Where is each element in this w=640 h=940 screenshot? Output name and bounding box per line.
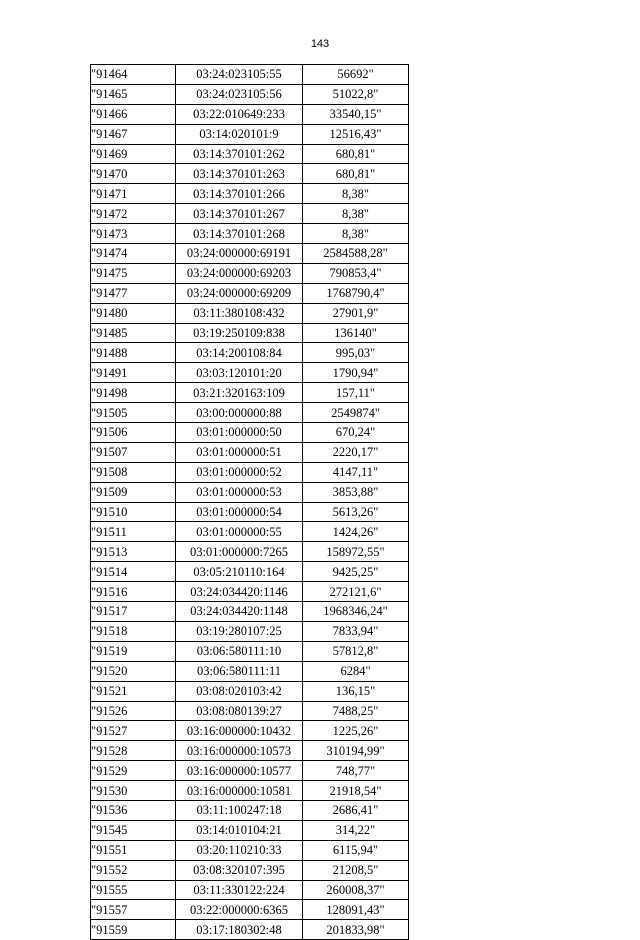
row-id-cell: "91477 xyxy=(91,283,176,303)
table-row xyxy=(91,442,409,462)
row-id-cell: "91516 xyxy=(91,582,176,602)
row-id-cell: "91513 xyxy=(91,542,176,562)
value-cell: 157,11" xyxy=(303,383,409,403)
cadastral-number-cell: 03:11:330122:224 xyxy=(176,880,303,900)
cadastral-number-cell: 03:14:370101:263 xyxy=(176,164,303,184)
cadastral-number-cell: 03:16:000000:10581 xyxy=(176,781,303,801)
value-cell: 272121,6" xyxy=(303,582,409,602)
value-cell: 310194,99" xyxy=(303,741,409,761)
page-number: 143 xyxy=(310,38,330,50)
value-cell: 57812,8" xyxy=(303,641,409,661)
cadastral-number-cell: 03:24:034420:1148 xyxy=(176,602,303,622)
row-id-cell: "91514 xyxy=(91,562,176,582)
table-row xyxy=(91,880,409,900)
cadastral-number-cell: 03:24:034420:1146 xyxy=(176,582,303,602)
value-cell: 2686,41" xyxy=(303,800,409,820)
value-cell: 5613,26" xyxy=(303,502,409,522)
value-cell: 51022,8" xyxy=(303,84,409,104)
table-row xyxy=(91,244,409,264)
value-cell: 1790,94" xyxy=(303,363,409,383)
value-cell: 2220,17" xyxy=(303,442,409,462)
table-row xyxy=(91,800,409,820)
cadastral-number-cell: 03:14:370101:266 xyxy=(176,184,303,204)
table-row xyxy=(91,164,409,184)
row-id-cell: "91464 xyxy=(91,65,176,85)
value-cell: 21208,5" xyxy=(303,860,409,880)
table-row xyxy=(91,403,409,423)
registry-table-body xyxy=(91,65,409,940)
cadastral-number-cell: 03:01:000000:7265 xyxy=(176,542,303,562)
value-cell: 6115,94" xyxy=(303,840,409,860)
row-id-cell: "91473 xyxy=(91,224,176,244)
table-row xyxy=(91,144,409,164)
table-row xyxy=(91,621,409,641)
table-row xyxy=(91,900,409,920)
value-cell: 680,81" xyxy=(303,164,409,184)
row-id-cell: "91527 xyxy=(91,721,176,741)
table-row xyxy=(91,65,409,85)
table-row xyxy=(91,562,409,582)
table-row xyxy=(91,681,409,701)
row-id-cell: "91485 xyxy=(91,323,176,343)
cadastral-number-cell: 03:01:000000:55 xyxy=(176,522,303,542)
row-id-cell: "91528 xyxy=(91,741,176,761)
cadastral-number-cell: 03:24:023105:55 xyxy=(176,65,303,85)
row-id-cell: "91536 xyxy=(91,800,176,820)
value-cell: 995,03" xyxy=(303,343,409,363)
row-id-cell: "91529 xyxy=(91,761,176,781)
value-cell: 1424,26" xyxy=(303,522,409,542)
table-row xyxy=(91,661,409,681)
value-cell: 2584588,28" xyxy=(303,244,409,264)
row-id-cell: "91480 xyxy=(91,303,176,323)
value-cell: 27901,9" xyxy=(303,303,409,323)
row-id-cell: "91559 xyxy=(91,920,176,940)
table-row xyxy=(91,462,409,482)
value-cell: 748,77" xyxy=(303,761,409,781)
cadastral-number-cell: 03:22:010649:233 xyxy=(176,104,303,124)
cadastral-number-cell: 03:24:023105:56 xyxy=(176,84,303,104)
table-row xyxy=(91,482,409,502)
row-id-cell: "91519 xyxy=(91,641,176,661)
value-cell: 8,38" xyxy=(303,204,409,224)
row-id-cell: "91466 xyxy=(91,104,176,124)
table-row xyxy=(91,502,409,522)
cadastral-number-cell: 03:01:000000:53 xyxy=(176,482,303,502)
table-row xyxy=(91,423,409,443)
cadastral-number-cell: 03:11:100247:18 xyxy=(176,800,303,820)
row-id-cell: "91521 xyxy=(91,681,176,701)
row-id-cell: "91517 xyxy=(91,602,176,622)
cadastral-number-cell: 03:16:000000:10577 xyxy=(176,761,303,781)
value-cell: 8,38" xyxy=(303,224,409,244)
cadastral-number-cell: 03:14:010104:21 xyxy=(176,820,303,840)
value-cell: 136140" xyxy=(303,323,409,343)
value-cell: 790853,4" xyxy=(303,263,409,283)
table-row xyxy=(91,383,409,403)
cadastral-number-cell: 03:06:580111:11 xyxy=(176,661,303,681)
cadastral-number-cell: 03:05:210110:164 xyxy=(176,562,303,582)
row-id-cell: "91530 xyxy=(91,781,176,801)
cadastral-number-cell: 03:06:580111:10 xyxy=(176,641,303,661)
table-row xyxy=(91,641,409,661)
row-id-cell: "91470 xyxy=(91,164,176,184)
cadastral-number-cell: 03:19:280107:25 xyxy=(176,621,303,641)
row-id-cell: "91555 xyxy=(91,880,176,900)
value-cell: 314,22" xyxy=(303,820,409,840)
value-cell: 670,24" xyxy=(303,423,409,443)
row-id-cell: "91491 xyxy=(91,363,176,383)
cadastral-number-cell: 03:01:000000:52 xyxy=(176,462,303,482)
row-id-cell: "91474 xyxy=(91,244,176,264)
row-id-cell: "91545 xyxy=(91,820,176,840)
cadastral-number-cell: 03:14:370101:268 xyxy=(176,224,303,244)
row-id-cell: "91520 xyxy=(91,661,176,681)
row-id-cell: "91508 xyxy=(91,462,176,482)
cadastral-number-cell: 03:16:000000:10573 xyxy=(176,741,303,761)
value-cell: 680,81" xyxy=(303,144,409,164)
cadastral-number-cell: 03:14:020101:9 xyxy=(176,124,303,144)
row-id-cell: "91509 xyxy=(91,482,176,502)
row-id-cell: "91557 xyxy=(91,900,176,920)
cadastral-number-cell: 03:24:000000:69203 xyxy=(176,263,303,283)
table-row xyxy=(91,224,409,244)
cadastral-number-cell: 03:08:320107:395 xyxy=(176,860,303,880)
table-row xyxy=(91,84,409,104)
cadastral-number-cell: 03:08:020103:42 xyxy=(176,681,303,701)
row-id-cell: "91507 xyxy=(91,442,176,462)
table-row xyxy=(91,363,409,383)
value-cell: 1968346,24" xyxy=(303,602,409,622)
cadastral-number-cell: 03:17:180302:48 xyxy=(176,920,303,940)
cadastral-number-cell: 03:14:370101:267 xyxy=(176,204,303,224)
value-cell: 1768790,4" xyxy=(303,283,409,303)
row-id-cell: "91552 xyxy=(91,860,176,880)
table-row xyxy=(91,721,409,741)
value-cell: 1225,26" xyxy=(303,721,409,741)
table-row xyxy=(91,263,409,283)
cadastral-number-cell: 03:01:000000:54 xyxy=(176,502,303,522)
table-row xyxy=(91,323,409,343)
cadastral-number-cell: 03:01:000000:51 xyxy=(176,442,303,462)
row-id-cell: "91475 xyxy=(91,263,176,283)
table-row xyxy=(91,283,409,303)
table-row xyxy=(91,860,409,880)
value-cell: 4147,11" xyxy=(303,462,409,482)
row-id-cell: "91551 xyxy=(91,840,176,860)
table-row xyxy=(91,840,409,860)
value-cell: 136,15" xyxy=(303,681,409,701)
value-cell: 201833,98" xyxy=(303,920,409,940)
table-row xyxy=(91,781,409,801)
row-id-cell: "91518 xyxy=(91,621,176,641)
value-cell: 33540,15" xyxy=(303,104,409,124)
row-id-cell: "91471 xyxy=(91,184,176,204)
value-cell: 260008,37" xyxy=(303,880,409,900)
cadastral-number-cell: 03:22:000000:6365 xyxy=(176,900,303,920)
table-row xyxy=(91,920,409,940)
cadastral-number-cell: 03:01:000000:50 xyxy=(176,423,303,443)
table-row xyxy=(91,124,409,144)
value-cell: 6284" xyxy=(303,661,409,681)
cadastral-number-cell: 03:00:000000:88 xyxy=(176,403,303,423)
table-row xyxy=(91,741,409,761)
cadastral-number-cell: 03:24:000000:69191 xyxy=(176,244,303,264)
table-row xyxy=(91,820,409,840)
table-row xyxy=(91,522,409,542)
cadastral-number-cell: 03:14:370101:262 xyxy=(176,144,303,164)
row-id-cell: "91506 xyxy=(91,423,176,443)
table-row xyxy=(91,303,409,323)
table-row xyxy=(91,701,409,721)
value-cell: 9425,25" xyxy=(303,562,409,582)
table-row xyxy=(91,602,409,622)
cadastral-number-cell: 03:21:320163:109 xyxy=(176,383,303,403)
cadastral-number-cell: 03:16:000000:10432 xyxy=(176,721,303,741)
value-cell: 12516,43" xyxy=(303,124,409,144)
table-row xyxy=(91,761,409,781)
value-cell: 158972,55" xyxy=(303,542,409,562)
cadastral-number-cell: 03:11:380108:432 xyxy=(176,303,303,323)
cadastral-number-cell: 03:20:110210:33 xyxy=(176,840,303,860)
registry-table xyxy=(90,64,409,940)
table-row xyxy=(91,343,409,363)
value-cell: 128091,43" xyxy=(303,900,409,920)
row-id-cell: "91526 xyxy=(91,701,176,721)
row-id-cell: "91467 xyxy=(91,124,176,144)
row-id-cell: "91498 xyxy=(91,383,176,403)
table-row xyxy=(91,542,409,562)
value-cell: 21918,54" xyxy=(303,781,409,801)
value-cell: 7488,25" xyxy=(303,701,409,721)
value-cell: 7833,94" xyxy=(303,621,409,641)
value-cell: 3853,88" xyxy=(303,482,409,502)
row-id-cell: "91469 xyxy=(91,144,176,164)
cadastral-number-cell: 03:08:080139:27 xyxy=(176,701,303,721)
cadastral-number-cell: 03:19:250109:838 xyxy=(176,323,303,343)
table-row xyxy=(91,184,409,204)
value-cell: 2549874" xyxy=(303,403,409,423)
row-id-cell: "91488 xyxy=(91,343,176,363)
row-id-cell: "91511 xyxy=(91,522,176,542)
cadastral-number-cell: 03:14:200108:84 xyxy=(176,343,303,363)
cadastral-number-cell: 03:24:000000:69209 xyxy=(176,283,303,303)
row-id-cell: "91465 xyxy=(91,84,176,104)
value-cell: 8,38" xyxy=(303,184,409,204)
table-row xyxy=(91,104,409,124)
table-row xyxy=(91,582,409,602)
cadastral-number-cell: 03:03:120101:20 xyxy=(176,363,303,383)
table-row xyxy=(91,204,409,224)
row-id-cell: "91510 xyxy=(91,502,176,522)
row-id-cell: "91472 xyxy=(91,204,176,224)
row-id-cell: "91505 xyxy=(91,403,176,423)
value-cell: 56692" xyxy=(303,65,409,85)
